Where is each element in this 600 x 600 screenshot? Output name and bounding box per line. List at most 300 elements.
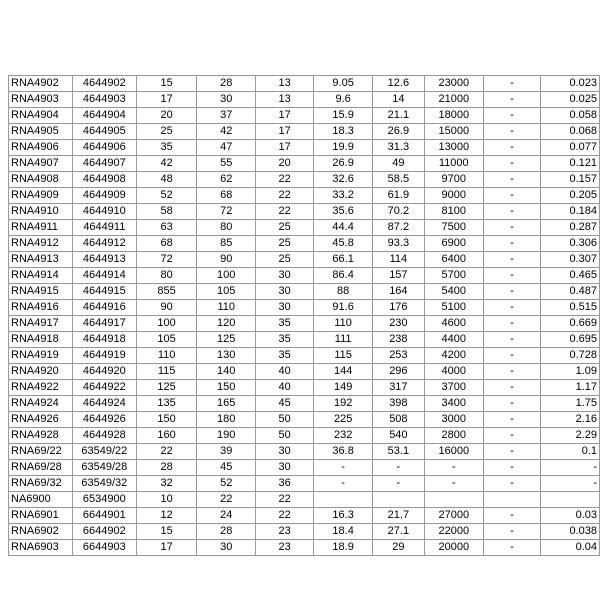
table-cell: RNA6901	[9, 508, 73, 524]
table-cell: 4644902	[72, 76, 136, 92]
table-cell: -	[484, 124, 541, 140]
table-cell: 0.121	[540, 156, 599, 172]
table-row	[9, 476, 600, 492]
table-cell: 0.038	[540, 524, 599, 540]
table-cell: 3700	[424, 380, 483, 396]
table-cell: RNA69/28	[9, 460, 73, 476]
table-cell: 0.307	[540, 252, 599, 268]
table-body	[9, 76, 600, 556]
table-cell: 157	[373, 268, 424, 284]
table-cell: -	[484, 92, 541, 108]
table-cell: 14	[373, 92, 424, 108]
table-cell: -	[484, 204, 541, 220]
table-row	[9, 172, 600, 188]
table-cell: 72	[136, 252, 197, 268]
table-cell: 508	[373, 412, 424, 428]
table-cell: 20	[256, 156, 314, 172]
table-cell: 0.157	[540, 172, 599, 188]
table-cell: 30	[197, 540, 256, 556]
table-cell: 0.695	[540, 332, 599, 348]
table-cell: -	[484, 300, 541, 316]
table-cell: 17	[136, 540, 197, 556]
table-cell	[540, 492, 599, 508]
table-cell: 150	[136, 412, 197, 428]
table-cell: RNA4908	[9, 172, 73, 188]
table-cell: -	[484, 444, 541, 460]
table-cell: -	[484, 252, 541, 268]
table-cell: 164	[373, 284, 424, 300]
table-cell: RNA4916	[9, 300, 73, 316]
table-cell: -	[484, 284, 541, 300]
table-cell: 28	[136, 460, 197, 476]
table-cell: -	[424, 476, 483, 492]
table-cell: 100	[136, 316, 197, 332]
table-cell: 27000	[424, 508, 483, 524]
table-cell: 4400	[424, 332, 483, 348]
table-cell: 28	[197, 524, 256, 540]
table-cell: 4200	[424, 348, 483, 364]
table-cell: 68	[197, 188, 256, 204]
table-row	[9, 300, 600, 316]
table-cell: 17	[256, 140, 314, 156]
table-cell: 22	[256, 204, 314, 220]
table-cell: 105	[136, 332, 197, 348]
table-cell: 0.465	[540, 268, 599, 284]
table-cell: 17	[256, 124, 314, 140]
table-cell: 0.487	[540, 284, 599, 300]
table-cell: 30	[197, 92, 256, 108]
table-cell: 13	[256, 92, 314, 108]
table-cell: RNA4922	[9, 380, 73, 396]
table-cell: 855	[136, 284, 197, 300]
table-cell: 22	[256, 188, 314, 204]
table-cell: 80	[136, 268, 197, 284]
table-cell: 225	[314, 412, 373, 428]
table-cell: RNA6903	[9, 540, 73, 556]
table-cell: 30	[256, 268, 314, 284]
table-cell: -	[484, 348, 541, 364]
table-cell: 17	[136, 92, 197, 108]
table-cell: 90	[136, 300, 197, 316]
table-row	[9, 204, 600, 220]
table-cell: 2.16	[540, 412, 599, 428]
table-cell: 18.4	[314, 524, 373, 540]
table-cell	[314, 492, 373, 508]
table-cell: 50	[256, 412, 314, 428]
table-cell: -	[484, 76, 541, 92]
table-cell: 22	[256, 508, 314, 524]
table-cell: 87.2	[373, 220, 424, 236]
table-cell: 8100	[424, 204, 483, 220]
table-cell: RNA4924	[9, 396, 73, 412]
table-cell: 4644920	[72, 364, 136, 380]
table-cell: 4644922	[72, 380, 136, 396]
table-row	[9, 540, 600, 556]
table-cell: 80	[197, 220, 256, 236]
table-cell: 9.6	[314, 92, 373, 108]
table-cell: 52	[197, 476, 256, 492]
table-cell: -	[484, 476, 541, 492]
table-cell: 44.4	[314, 220, 373, 236]
table-cell: 0.669	[540, 316, 599, 332]
table-cell: 42	[197, 124, 256, 140]
table-cell: RNA4903	[9, 92, 73, 108]
table-cell: 6644901	[72, 508, 136, 524]
table-cell: 4644917	[72, 316, 136, 332]
table-cell: 1.17	[540, 380, 599, 396]
table-cell: -	[484, 412, 541, 428]
table-row	[9, 508, 600, 524]
table-cell: 317	[373, 380, 424, 396]
table-cell: RNA4906	[9, 140, 73, 156]
table-cell	[484, 492, 541, 508]
table-cell: 18.9	[314, 540, 373, 556]
table-cell: -	[484, 364, 541, 380]
table-cell: RNA4907	[9, 156, 73, 172]
table-cell: 4644919	[72, 348, 136, 364]
table-cell: 4644908	[72, 172, 136, 188]
table-cell: 40	[256, 380, 314, 396]
table-cell: 15.9	[314, 108, 373, 124]
table-cell: 37	[197, 108, 256, 124]
table-cell: 48	[136, 172, 197, 188]
table-cell: 21.1	[373, 108, 424, 124]
table-cell: 135	[136, 396, 197, 412]
table-cell: 21.7	[373, 508, 424, 524]
table-cell: -	[373, 476, 424, 492]
table-cell: -	[484, 380, 541, 396]
table-cell: 110	[136, 348, 197, 364]
table-cell: RNA69/32	[9, 476, 73, 492]
table-cell: 111	[314, 332, 373, 348]
table-cell: RNA4911	[9, 220, 73, 236]
table-cell: 30	[256, 284, 314, 300]
table-cell: 0.025	[540, 92, 599, 108]
table-cell: NA6900	[9, 492, 73, 508]
table-cell: 63549/28	[72, 460, 136, 476]
table-cell: RNA69/22	[9, 444, 73, 460]
table-cell: 17	[256, 108, 314, 124]
table-cell: 68	[136, 236, 197, 252]
table-cell: 2.29	[540, 428, 599, 444]
table-cell: 130	[197, 348, 256, 364]
table-cell: 232	[314, 428, 373, 444]
table-row	[9, 412, 600, 428]
table-cell: 192	[314, 396, 373, 412]
table-cell: 120	[197, 316, 256, 332]
table-cell: RNA4905	[9, 124, 73, 140]
table-cell: 29	[373, 540, 424, 556]
table-cell: 2800	[424, 428, 483, 444]
table-row	[9, 156, 600, 172]
table-cell: 36	[256, 476, 314, 492]
table-cell: 93.3	[373, 236, 424, 252]
table-cell: -	[484, 140, 541, 156]
table-cell: 36.8	[314, 444, 373, 460]
table-cell: 13000	[424, 140, 483, 156]
table-cell: 42	[136, 156, 197, 172]
table-cell: 24	[197, 508, 256, 524]
table-row	[9, 332, 600, 348]
table-row	[9, 124, 600, 140]
table-cell: 253	[373, 348, 424, 364]
table-cell: RNA4926	[9, 412, 73, 428]
table-cell: -	[484, 172, 541, 188]
table-cell: 33.2	[314, 188, 373, 204]
table-cell: 66.1	[314, 252, 373, 268]
table-cell: RNA4920	[9, 364, 73, 380]
table-cell: 26.9	[314, 156, 373, 172]
table-cell	[424, 492, 483, 508]
table-cell: -	[314, 476, 373, 492]
table-cell: RNA4928	[9, 428, 73, 444]
table-cell: -	[484, 108, 541, 124]
table-row	[9, 284, 600, 300]
table-cell: 1.75	[540, 396, 599, 412]
table-cell: 398	[373, 396, 424, 412]
table-row	[9, 492, 600, 508]
table-cell: -	[484, 188, 541, 204]
table-cell: 86.4	[314, 268, 373, 284]
table-cell: 0.515	[540, 300, 599, 316]
table-cell: 25	[256, 252, 314, 268]
table-cell: 110	[314, 316, 373, 332]
table-cell: 35	[136, 140, 197, 156]
table-cell: 16.3	[314, 508, 373, 524]
table-cell: RNA4917	[9, 316, 73, 332]
table-cell: 20	[136, 108, 197, 124]
table-row	[9, 108, 600, 124]
table-cell: RNA4904	[9, 108, 73, 124]
table-cell: 4644914	[72, 268, 136, 284]
table-cell: 58	[136, 204, 197, 220]
table-cell: 10	[136, 492, 197, 508]
table-cell: 5100	[424, 300, 483, 316]
table-cell: 0.287	[540, 220, 599, 236]
table-cell: 35	[256, 348, 314, 364]
table-cell: 4644904	[72, 108, 136, 124]
table-cell: -	[484, 236, 541, 252]
table-cell: 35	[256, 332, 314, 348]
table-cell: 125	[197, 332, 256, 348]
table-cell: 18.3	[314, 124, 373, 140]
table-cell: 0.205	[540, 188, 599, 204]
table-cell: 35.6	[314, 204, 373, 220]
table-cell: 15	[136, 76, 197, 92]
table-cell: 114	[373, 252, 424, 268]
table-cell: 6900	[424, 236, 483, 252]
table-cell: -	[484, 508, 541, 524]
table-cell: -	[484, 316, 541, 332]
table-cell: RNA4910	[9, 204, 73, 220]
table-cell: 39	[197, 444, 256, 460]
table-cell: 238	[373, 332, 424, 348]
table-cell: 0.1	[540, 444, 599, 460]
table-cell: 31.3	[373, 140, 424, 156]
table-cell: 12	[136, 508, 197, 524]
table-cell: 32.6	[314, 172, 373, 188]
table-row	[9, 316, 600, 332]
table-cell: 0.03	[540, 508, 599, 524]
table-cell: 61.9	[373, 188, 424, 204]
table-cell: -	[484, 156, 541, 172]
table-cell: 23000	[424, 76, 483, 92]
table-cell: 63549/32	[72, 476, 136, 492]
table-cell: 6400	[424, 252, 483, 268]
table-cell: 85	[197, 236, 256, 252]
table-cell: 540	[373, 428, 424, 444]
table-cell: 165	[197, 396, 256, 412]
table-cell: 91.6	[314, 300, 373, 316]
table-cell: 13	[256, 76, 314, 92]
table-row	[9, 428, 600, 444]
table-cell: 19.9	[314, 140, 373, 156]
table-cell: 0.023	[540, 76, 599, 92]
table-cell: 70.2	[373, 204, 424, 220]
table-row	[9, 252, 600, 268]
table-row	[9, 524, 600, 540]
table-cell: 28	[197, 76, 256, 92]
table-cell: 25	[136, 124, 197, 140]
table-cell: 47	[197, 140, 256, 156]
table-cell: 180	[197, 412, 256, 428]
table-cell: -	[484, 220, 541, 236]
table-cell: RNA4914	[9, 268, 73, 284]
table-cell: 22	[256, 492, 314, 508]
table-cell: 4000	[424, 364, 483, 380]
table-cell: 26.9	[373, 124, 424, 140]
table-cell: 0.728	[540, 348, 599, 364]
table-cell: 22000	[424, 524, 483, 540]
table-cell: RNA4902	[9, 76, 73, 92]
table-cell: 12.6	[373, 76, 424, 92]
table-cell: RNA4918	[9, 332, 73, 348]
table-cell: 45.8	[314, 236, 373, 252]
table-cell: -	[484, 268, 541, 284]
table-cell: 35	[256, 316, 314, 332]
table-cell: 25	[256, 236, 314, 252]
table-cell: 140	[197, 364, 256, 380]
table-row	[9, 444, 600, 460]
table-cell: 4644913	[72, 252, 136, 268]
table-cell: 150	[197, 380, 256, 396]
table-cell: 49	[373, 156, 424, 172]
table-cell: 296	[373, 364, 424, 380]
table-cell: 23	[256, 540, 314, 556]
table-cell: 6644903	[72, 540, 136, 556]
table-row	[9, 268, 600, 284]
table-cell: 30	[256, 444, 314, 460]
table-cell: 190	[197, 428, 256, 444]
table-cell: 0.068	[540, 124, 599, 140]
table-cell: 4644909	[72, 188, 136, 204]
table-cell: 72	[197, 204, 256, 220]
table-cell: 4644911	[72, 220, 136, 236]
table-cell: 1.09	[540, 364, 599, 380]
table-cell: 6644902	[72, 524, 136, 540]
table-cell: 9700	[424, 172, 483, 188]
table-cell: 3400	[424, 396, 483, 412]
table-row	[9, 364, 600, 380]
table-cell: 149	[314, 380, 373, 396]
table-cell: 4644915	[72, 284, 136, 300]
table-cell: 4644924	[72, 396, 136, 412]
table-cell: -	[484, 396, 541, 412]
table-cell: 4644928	[72, 428, 136, 444]
table-cell: 125	[136, 380, 197, 396]
table-row	[9, 396, 600, 412]
table-cell: 23	[256, 524, 314, 540]
table-cell: 45	[256, 396, 314, 412]
table-cell: 0.306	[540, 236, 599, 252]
table-cell: 50	[256, 428, 314, 444]
table-cell: 9.05	[314, 76, 373, 92]
table-cell	[373, 492, 424, 508]
table-cell: 11000	[424, 156, 483, 172]
table-cell: -	[484, 540, 541, 556]
table-cell: 115	[136, 364, 197, 380]
table-cell: 4644926	[72, 412, 136, 428]
table-cell: 22	[197, 492, 256, 508]
bearing-spec-table-sheet	[8, 75, 600, 556]
table-cell: 5700	[424, 268, 483, 284]
bearing-spec-table	[8, 75, 600, 556]
table-row	[9, 188, 600, 204]
table-cell: 52	[136, 188, 197, 204]
table-cell: 4600	[424, 316, 483, 332]
table-cell: 4644903	[72, 92, 136, 108]
table-row	[9, 92, 600, 108]
table-cell: 6534900	[72, 492, 136, 508]
table-cell: 0.077	[540, 140, 599, 156]
table-cell: -	[484, 428, 541, 444]
table-cell: RNA4915	[9, 284, 73, 300]
table-cell: 53.1	[373, 444, 424, 460]
table-cell: 90	[197, 252, 256, 268]
table-cell: 0.184	[540, 204, 599, 220]
table-cell: -	[373, 460, 424, 476]
table-cell: 4644907	[72, 156, 136, 172]
table-cell: 4644905	[72, 124, 136, 140]
table-cell: 4644912	[72, 236, 136, 252]
table-cell: RNA6902	[9, 524, 73, 540]
table-row	[9, 460, 600, 476]
table-cell: 9000	[424, 188, 483, 204]
table-cell: 4644906	[72, 140, 136, 156]
table-cell: 62	[197, 172, 256, 188]
table-cell: 3000	[424, 412, 483, 428]
table-cell: 45	[197, 460, 256, 476]
table-cell: 0.04	[540, 540, 599, 556]
table-cell: RNA4919	[9, 348, 73, 364]
table-cell: -	[540, 460, 599, 476]
table-row	[9, 76, 600, 92]
table-cell: 230	[373, 316, 424, 332]
table-cell: 25	[256, 220, 314, 236]
table-cell: RNA4909	[9, 188, 73, 204]
table-cell: -	[484, 332, 541, 348]
table-cell: 20000	[424, 540, 483, 556]
table-cell: 18000	[424, 108, 483, 124]
table-row	[9, 140, 600, 156]
table-cell: 144	[314, 364, 373, 380]
table-cell: 176	[373, 300, 424, 316]
table-cell: RNA4913	[9, 252, 73, 268]
table-cell: 21000	[424, 92, 483, 108]
table-cell: 110	[197, 300, 256, 316]
table-cell: -	[314, 460, 373, 476]
table-cell: 160	[136, 428, 197, 444]
